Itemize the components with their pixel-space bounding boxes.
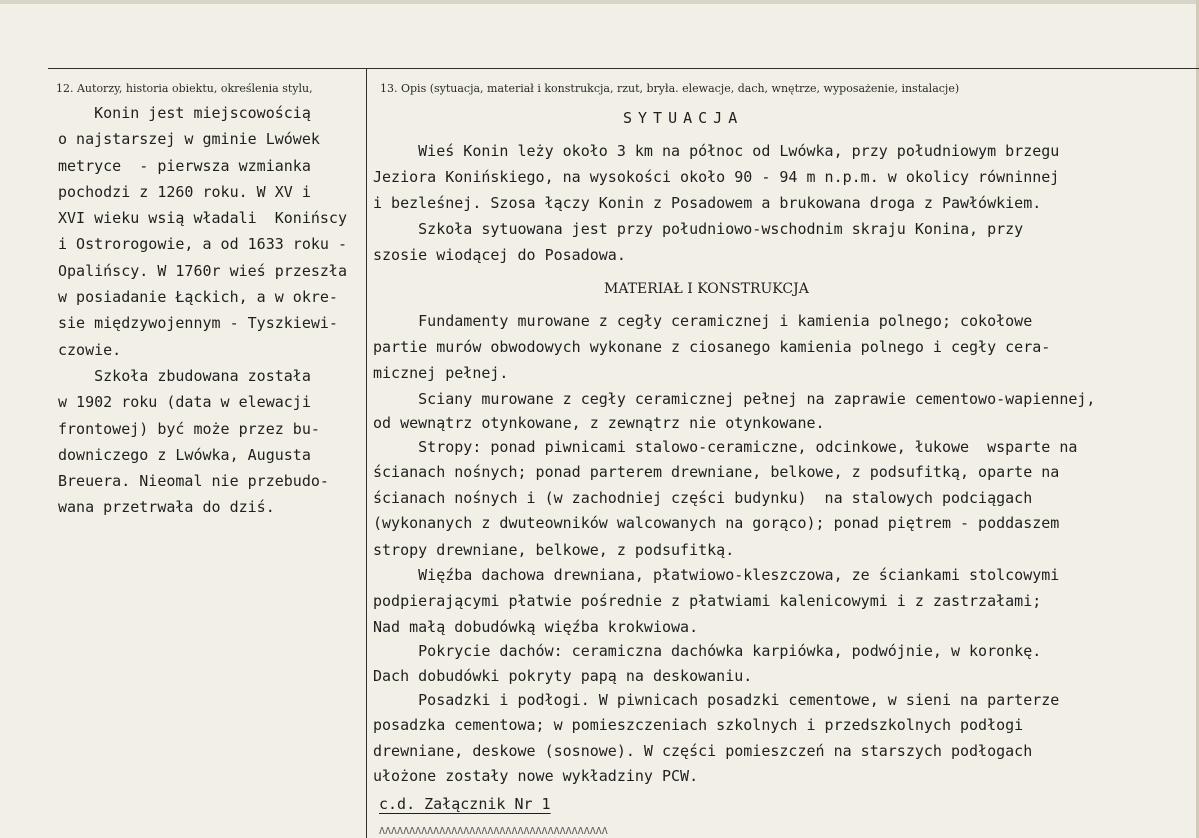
history-text [58,100,358,521]
footer-rule: ΛΛΛΛΛΛΛΛΛΛΛΛΛΛΛΛΛΛΛΛΛΛΛΛΛΛΛΛΛΛΛΛΛΛΛΛΛΛ [379,826,608,837]
sytuacja-line: Jeziora Konińskiego, na wysokości około 90 - 94 m n.p.m. w okolicy równinnej [373,168,1060,186]
history-line: Opalińscy. W 1760r wieś przeszła [58,261,347,280]
history-line: czowie. [58,340,122,359]
sytuacja-line: Wieś Konin leży około 3 km na północ od Lwówka, przy południowym brzegu [373,142,1060,160]
sytuacja-line: szosie wiodącej do Posadowa. [373,246,626,264]
history-line: pochodzi z 1260 roku. W XV i [58,182,311,201]
material-line: posadzka cementowa; w pomieszczeniach szkolnych i przedszkolnych podłogi [373,716,1024,734]
material-line: Nad małą dobudówką więźba krokwiowa. [373,618,699,636]
material-line: podpierającymi płatwie pośrednie z płatwiami kalenicowymi i z zastrzałami; [373,592,1042,610]
left-header-rule [48,68,366,69]
material-line: Stropy: ponad piwnicami stalowo-ceramiczne, odcinkowe, łukowe wsparte na [373,438,1078,456]
material-line: partie murów obwodowych wykonane z ciosanego kamienia polnego i cegły cera- [373,338,1051,356]
material-line: drewniane, deskowe (sosnowe). W części pomieszczeń na starszych podłogach [373,742,1033,760]
sytuacja-line: Szkoła sytuowana jest przy południowo-wschodnim skraju Konina, przy [373,220,1024,238]
history-line: w posiadanie Łąckich, a w okre- [58,288,338,307]
material-line: Posadzki i podłogi. W piwnicach posadzki cementowe, w sieni na parterze [373,691,1060,709]
history-line: w 1902 roku (data w elewacji [58,393,311,412]
material-line: micznej pełnej. [373,364,509,382]
history-line: frontowej) być może przez bu- [58,419,320,438]
material-line: ułożone zostały nowe wykładziny PCW. [373,767,699,785]
material-line: stropy drewniane, belkowe, z podsufitką. [373,541,735,559]
continuation-note: c.d. Załącznik Nr 1 [379,795,551,813]
material-line: ścianach nośnych i (w zachodniej części budynku) na stalowych podciągach [373,489,1033,507]
history-line: Konin jest miejscowością [58,104,311,122]
history-line: metryce - pierwsza wzmianka [58,156,311,175]
material-line: Pokrycie dachów: ceramiczna dachówka karpiówka, podwójnie, w koronkę. [373,642,1042,660]
section-heading-sytuacja: SYTUACJA [623,109,744,127]
column-divider [366,68,367,838]
material-line: Dach dobudówki pokryty papą na deskowaniu. [373,667,753,685]
material-line: Fundamenty murowane z cegły ceramicznej i kamienia polnego; cokołowe [373,312,1033,330]
right-column-header: 13. Opis (sytuacja, materiał i konstrukcja, rzut, bryła. elewacje, dach, wnętrze, wyposażenie, instalacje) [380,82,960,95]
left-column-header: 12. Autorzy, historia obiektu, określenia stylu, [56,82,313,95]
material-line: ścianach nośnych; ponad parterem drewniane, belkowe, z podsufitką, oparte na [373,463,1060,481]
history-line: Szkoła zbudowana została [58,366,311,385]
history-line: wana przetrwała do dziś. [58,498,275,517]
material-line: Sciany murowane z cegły ceramicznej pełnej na zaprawie cementowo-wapiennej, [373,390,1096,408]
history-line: Breuera. Nieomal nie przebudo- [58,472,329,491]
history-line: XVI wieku wsią władali Konińscy [58,209,347,228]
material-line: (wykonanych z dwuteowników walcowanych na gorąco); ponad piętrem - poddaszem [373,514,1060,532]
history-line: sie międzywojennym - Tyszkiewi- [58,314,338,333]
material-line: od wewnątrz otynkowane, z zewnątrz nie otynkowane. [373,414,825,432]
right-header-rule [366,68,1199,69]
history-line: i Ostrorogowie, a od 1633 roku - [58,235,347,254]
section-heading-material: MATERIAŁ I KONSTRUKCJA [604,281,809,297]
page-top-edge [0,0,1199,4]
history-line: o najstarszej w gminie Lwówek [58,130,320,149]
history-line: downiczego z Lwówka, Augusta [58,445,311,464]
material-line: Więźba dachowa drewniana, płatwiowo-kleszczowa, ze ściankami stolcowymi [373,566,1060,584]
sytuacja-line: i bezleśnej. Szosa łączy Konin z Posadowem a brukowana droga z Pawłówkiem. [373,194,1042,212]
